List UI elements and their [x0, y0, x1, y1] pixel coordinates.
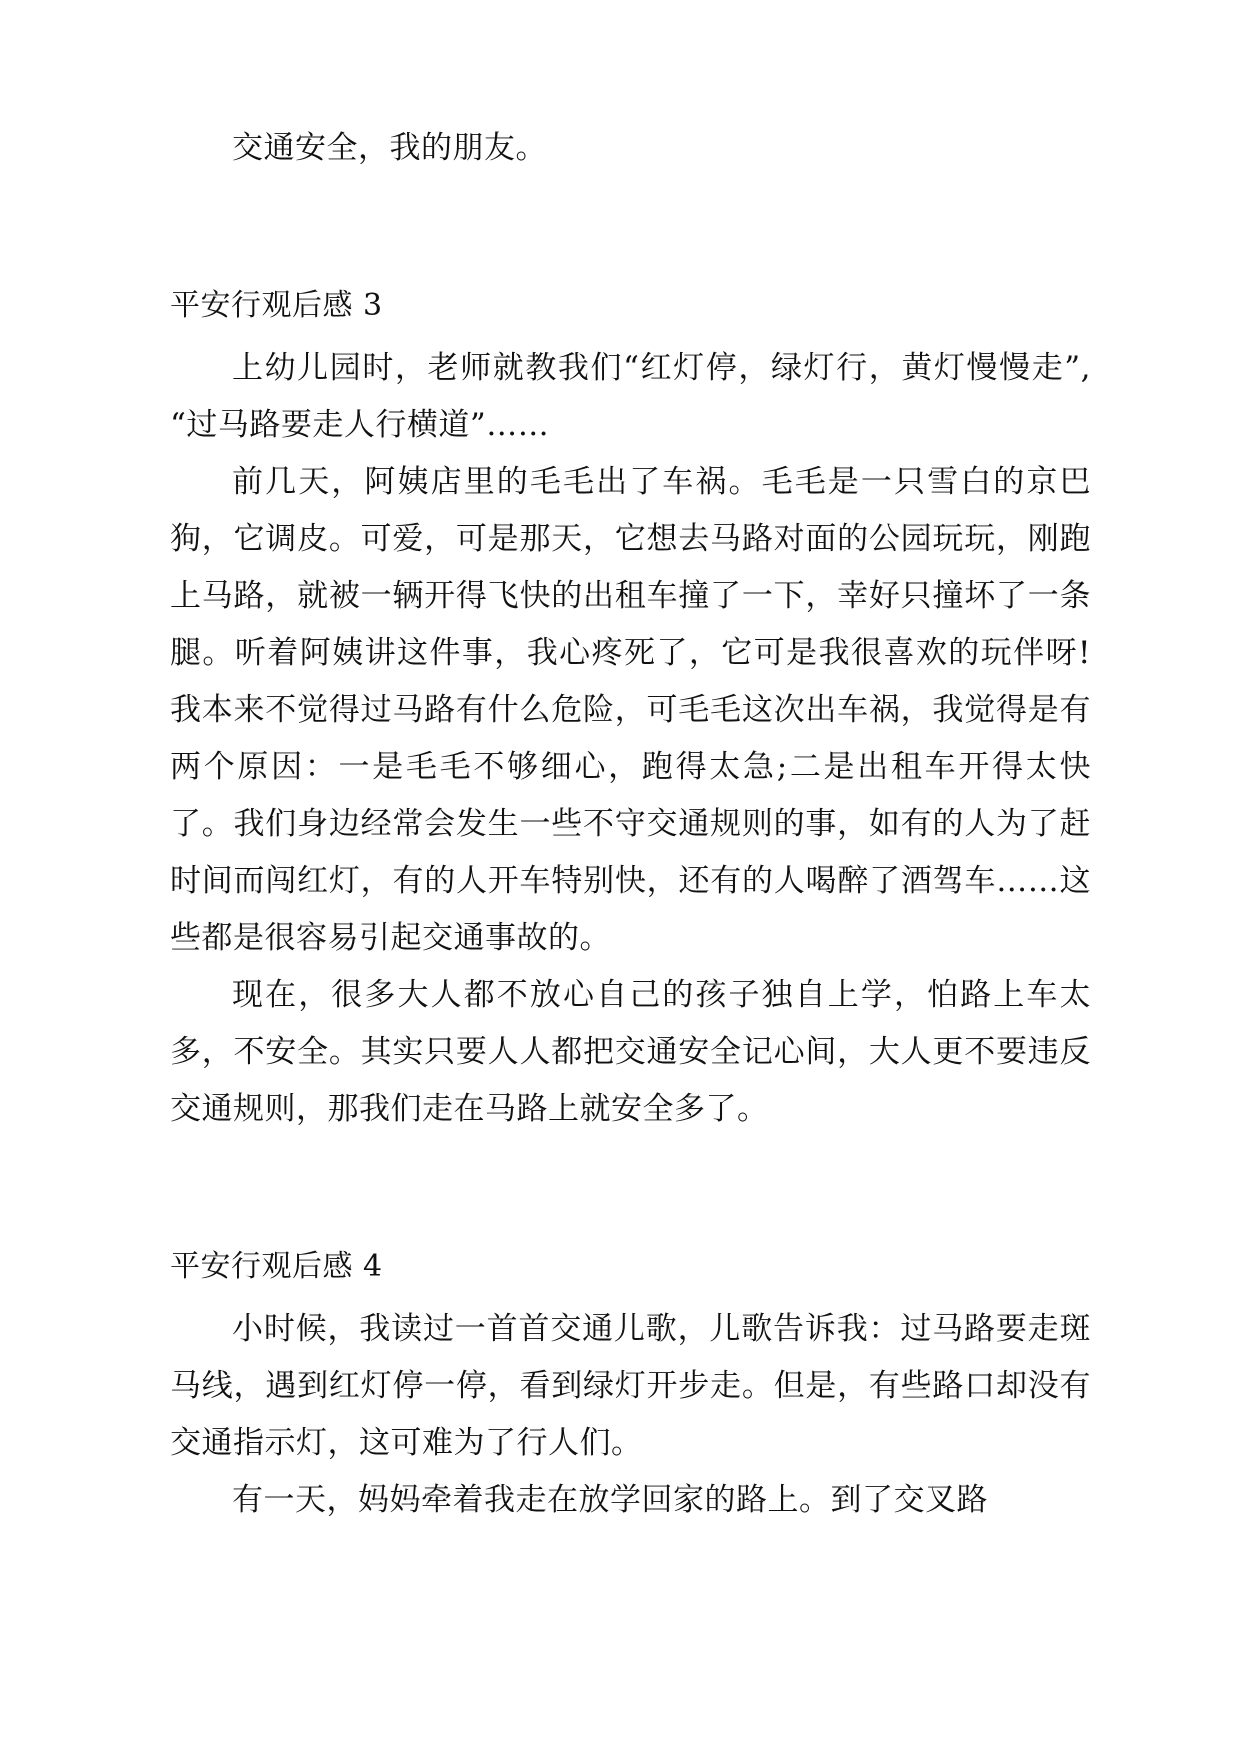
closing-line-previous-essay: 交通安全，我的朋友。 — [232, 130, 547, 166]
heading-essay-3: 平安行观后感 3 — [170, 288, 383, 323]
heading-essay-4: 平安行观后感 4 — [170, 1249, 383, 1284]
essay3-paragraph-2: 前几天，阿姨店里的毛毛出了车祸。毛毛是一只雪白的京巴狗，它调皮。可爱，可是那天，它想去马路对面的公园玩玩，刚跑上马路，就被一辆开得飞快的出租车撞了一下，幸好只撞坏了一条腿。听着阿姨讲这件事，我心疼死了，它可是我很喜欢的玩伴呀!我本来不觉得过马路有什么危险，可毛毛这次出车祸，我觉得是有两个原因：一是毛毛不够细心，跑得太急;二是出租车开得太快了。我们身边经常会发生一些不守交通规则的事，如有的人为了赶时间而闯红灯，有的人开车特别快，还有的人喝醉了酒驾车……这些都是很容易引起交通事故的。 — [170, 464, 1091, 956]
essay4-paragraph-1: 小时候，我读过一首首交通儿歌，儿歌告诉我：过马路要走斑马线，遇到红灯停一停，看到绿灯开步走。但是，有些路口却没有交通指示灯，这可难为了行人们。 — [170, 1311, 1091, 1461]
essay4-paragraph-2: 有一天，妈妈牵着我走在放学回家的路上。到了交叉路 — [232, 1482, 988, 1518]
section-gap-2 — [170, 1138, 1091, 1190]
document-body — [170, 120, 1091, 1529]
essay3-paragraph-1: 上幼儿园时，老师就教我们“红灯停，绿灯行，黄灯慢慢走”,“过马路要走人行横道”…… — [170, 350, 1091, 443]
section-gap-1 — [170, 177, 1091, 229]
essay3-paragraph-3: 现在，很多大人都不放心自己的孩子独自上学，怕路上车太多，不安全。其实只要人人都把交通安全记心间，大人更不要违反交通规则，那我们走在马路上就安全多了。 — [170, 977, 1091, 1127]
